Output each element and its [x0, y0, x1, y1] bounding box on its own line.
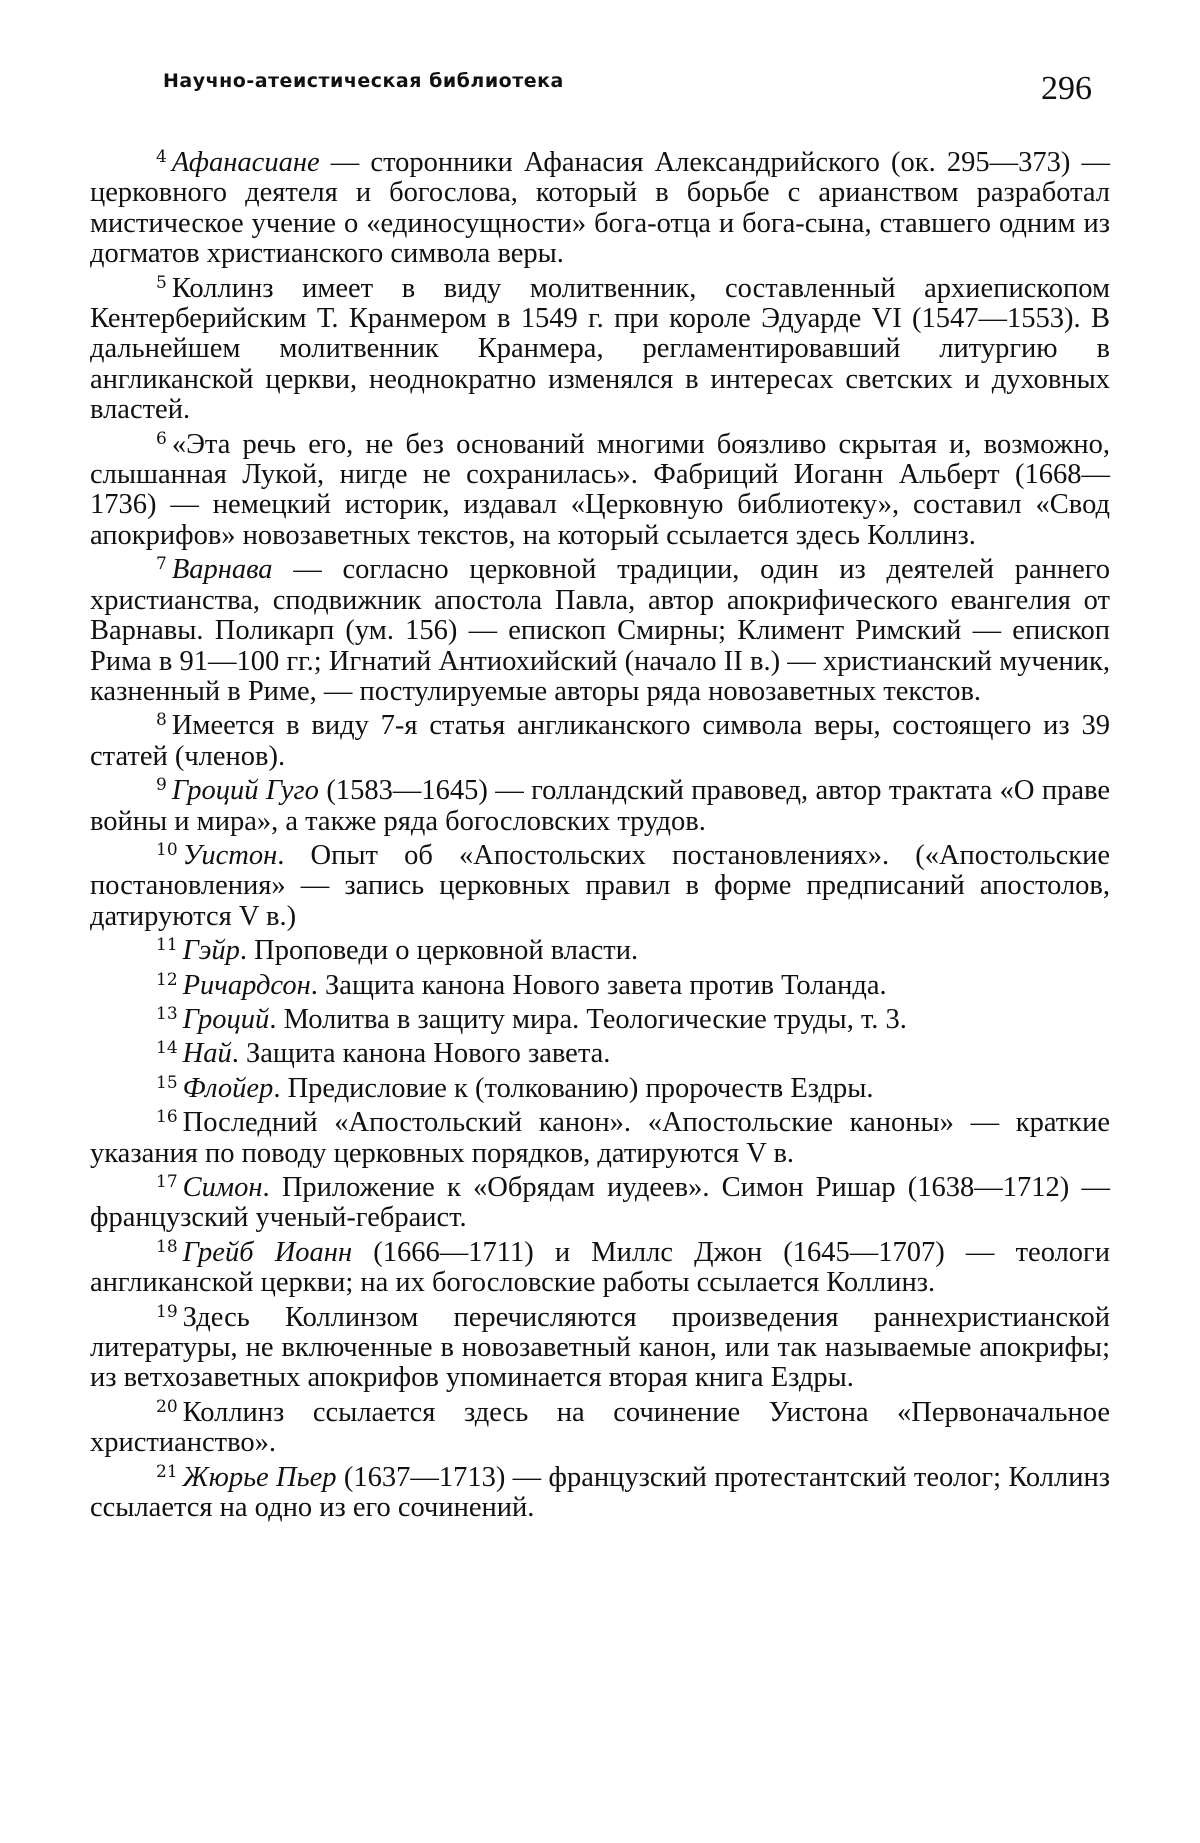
- footnote: [90, 971, 1110, 1001]
- footnote-text: «Эта речь его, не без оснований многими боязливо скрытая и, возможно, слышанная Лукой, нигде не сохранилась». Фабриций Иоганн Альберт (1668—1736) — немецкий историк, издавал «Церковную библиотеку», составил «Свод апокрифов» новозаветных текстов, на который ссылается здесь Коллинз.: [90, 428, 1110, 551]
- footnote: [90, 1074, 1110, 1104]
- footnote: [90, 841, 1110, 932]
- footnote: [90, 776, 1110, 837]
- footnote-number: 11: [156, 935, 178, 956]
- footnote-text: . Проповеди о церковной власти.: [239, 935, 639, 967]
- footnote-text: (1637—1713) — французский протестантский теолог; Коллинз ссылается на одно из его сочинений.: [90, 1461, 1111, 1524]
- footnote-number: 14: [156, 1038, 178, 1059]
- footnote: [90, 430, 1110, 552]
- footnote-number: 9: [156, 775, 167, 796]
- footnote: [90, 711, 1110, 772]
- footnote-text: — сторонники Афанасия Александрийского (ок. 295—373) — церковного деятеля и богослова, который в борьбе с арианством разработал мистическое учение о «единосущности» бога-отца и бога-сына, ставшего одним из догматов христианского символа веры.: [90, 147, 1110, 270]
- footnote-number: 19: [156, 1301, 178, 1322]
- footnote: [90, 274, 1110, 426]
- footnote-number: 12: [156, 969, 178, 990]
- footnote-lead: Гэйр: [182, 935, 240, 967]
- footnote-number: 13: [156, 1003, 178, 1024]
- footnote: [90, 1303, 1110, 1394]
- footnote-lead: Най: [182, 1038, 232, 1070]
- footnote-text: (1666—1711) и Миллс Джон (1645—1707) — теологи англиканской церкви; на их богословские работы ссылается Коллинз.: [90, 1236, 1110, 1299]
- footnote-number: 18: [156, 1236, 178, 1257]
- footnote-lead: Ричардсон: [182, 969, 311, 1001]
- footnote: [90, 1463, 1110, 1524]
- footnote-text: Коллинз ссылается здесь на сочинение Уистона «Первоначальное христианство».: [90, 1396, 1110, 1459]
- footnote-lead: Флойер: [182, 1072, 274, 1104]
- footnote: [90, 936, 1110, 966]
- footnote-lead: Жюрье Пьер: [182, 1461, 337, 1493]
- footnote-text: . Защита канона Нового завета.: [231, 1038, 611, 1070]
- footnote-lead: Грейб Иоанн: [182, 1236, 353, 1268]
- footnote-number: 16: [156, 1107, 178, 1128]
- footnote-number: 5: [156, 272, 167, 293]
- footnote: [90, 1005, 1110, 1035]
- footnote-lead: Афанасиане: [171, 147, 320, 178]
- footnote-text: . Защита канона Нового завета против Толанда.: [310, 969, 887, 1001]
- footnote-number: 10: [156, 839, 178, 860]
- footnote-number: 8: [156, 710, 167, 731]
- footnote-number: 15: [156, 1072, 178, 1093]
- footnote-text: . Предисловие к (толкованию) пророчеств Ездры.: [273, 1072, 874, 1104]
- footnote-number: 21: [156, 1461, 178, 1482]
- page-number: 296: [1041, 70, 1092, 107]
- footnote-number: 17: [156, 1172, 178, 1192]
- footnote-text: — согласно церковной традиции, один из деятелей раннего христианства, сподвижник апостола Павла, автор апокрифического евангелия от Варнавы. Поликарп (ум. 156) — епископ Смирны; Климент Римский — епископ Рима в 91—100 гг.; Игнатий Антиохийский (начало II в.) — христианский мученик, казненный в Риме, — постулируемые авторы ряда новозаветных текстов.: [90, 554, 1110, 707]
- footnote-lead: Уистон: [182, 839, 278, 871]
- footnote: [90, 1108, 1110, 1169]
- footnote: [90, 1398, 1110, 1459]
- footnote-text: . Опыт об «Апостольских постановлениях». («Апостольские постановления» — запись церковных правил в форме предписаний апостолов, датируются V в.): [90, 839, 1110, 932]
- footnote-text: Коллинз имеет в виду молитвенник, составленный архиепископом Кентерберийским Т. Кранмером в 1549 г. при короле Эдуарде VI (1547—1553). В дальнейшем молитвенник Кранмера, регламентировавший литургию в англиканской церкви, неоднократно изменялся в интересах светских и духовных властей.: [90, 272, 1110, 426]
- footnote: [90, 148, 1110, 270]
- footnote-text: Здесь Коллинзом перечисляются произведения раннехристианской литературы, не включенные в новозаветный канон, или так называемые апокрифы; из ветхозаветных апокрифов упоминается вторая книга Ездры.: [90, 1301, 1110, 1394]
- footnote-number: 4: [156, 147, 167, 167]
- footnote-lead: Гроций Гуго: [171, 775, 319, 807]
- footnote-number: 7: [156, 554, 167, 575]
- footnote-lead: Варнава: [171, 554, 273, 586]
- footnote-lead: Гроций: [182, 1003, 270, 1035]
- footnote: [90, 1238, 1110, 1299]
- footnote: [90, 1039, 1110, 1069]
- footnote-text: . Молитва в защиту мира. Теологические труды, т. 3.: [269, 1003, 907, 1035]
- footnote: [90, 555, 1110, 707]
- footnote-text: . Приложение к «Обрядам иудеев». Симон Ришар (1638—1712) — французский ученый-гебраист.: [90, 1172, 1110, 1234]
- footnote-number: 6: [156, 428, 167, 449]
- footnotes-list: [90, 148, 1110, 1527]
- footnote-text: Последний «Апостольский канон». «Апостольские каноны» — краткие указания по поводу церковных порядков, датируются V в.: [90, 1107, 1110, 1169]
- footnote: [90, 1173, 1110, 1234]
- footnote-text: Имеется в виду 7-я статья англиканского символа веры, состоящего из 39 статей (членов).: [90, 710, 1110, 772]
- running-title: Научно-атеистическая библиотека: [163, 70, 564, 92]
- footnote-text: (1583—1645) — голландский правовед, автор трактата «О праве войны и мира», а также ряда богословских трудов.: [90, 775, 1110, 837]
- footnote-lead: Симон: [182, 1172, 263, 1203]
- footnote-number: 20: [156, 1396, 178, 1417]
